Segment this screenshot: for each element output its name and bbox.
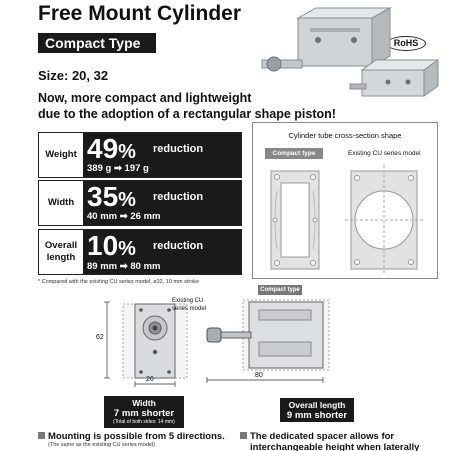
existing-model-note: Existing CU series model [172, 298, 207, 312]
stat-percent: 49% [87, 133, 136, 164]
stat-overall-length [38, 229, 242, 275]
headline [38, 90, 336, 122]
stat-comparison: 389 g ➡ 197 g [87, 163, 149, 174]
compact-type-drawing-tag: Compact type [258, 285, 302, 295]
stat-value-box [83, 181, 241, 225]
stat-weight [38, 132, 242, 178]
stat-label: Overall length [44, 240, 78, 263]
bullet-square-icon [240, 432, 247, 439]
headline-line-1: Now, more compact and lightweight [38, 91, 252, 105]
size-text: Size: 20, 32 [38, 68, 109, 83]
page-title: Free Mount Cylinder [38, 2, 242, 25]
stat-reduction-label: reduction [153, 240, 204, 252]
cross-section-panel [252, 122, 438, 279]
stat-label: Weight [45, 149, 77, 160]
cylinder-large-image [262, 8, 390, 71]
existing-model-label: Existing CU series model [348, 150, 421, 157]
bullet-square-icon [38, 432, 45, 439]
compact-type-tag: Compact type [265, 148, 323, 159]
footnote: * Compared with the existing CU series model, ø32, 10 mm stroke [38, 279, 200, 285]
spacer-note: The dedicated spacer allows for interchangeable height when laterally [240, 431, 419, 451]
stat-percent: 10% [87, 230, 136, 261]
stat-comparison: 40 mm ➡ 26 mm [87, 211, 161, 222]
rohs-badge: RoHS [386, 36, 426, 51]
mounting-note: Mounting is possible from 5 directions. (The same as the existing CU series model) [38, 431, 225, 448]
compact-cross-section-icon [271, 171, 319, 269]
stat-comparison: 89 mm ➡ 80 mm [87, 261, 161, 272]
stat-label: Width [47, 197, 75, 208]
existing-cross-section-icon [345, 165, 423, 275]
cross-section-title: Cylinder tube cross-section shape [288, 131, 402, 140]
compact-type-banner: Compact Type [38, 33, 156, 53]
dimension-height: 62 [96, 334, 104, 341]
stat-percent: 35% [87, 181, 136, 212]
dimension-length: 80 [255, 372, 263, 379]
stat-reduction-label: reduction [153, 191, 204, 203]
cross-section-drawing [253, 161, 439, 279]
stat-reduction-label: reduction [153, 143, 204, 155]
stat-value-box [83, 133, 241, 177]
stat-value-box [83, 230, 241, 274]
length-callout: Overall length 9 mm shorter [280, 398, 354, 422]
stat-width [38, 180, 242, 226]
width-callout: Width 7 mm shorter (Total of both sides: 14 mm) [104, 396, 184, 428]
side-view-drawing [205, 296, 335, 396]
dimension-width: 26 [146, 376, 154, 383]
headline-line-2: due to the adoption of a rectangular shape piston! [38, 107, 336, 121]
